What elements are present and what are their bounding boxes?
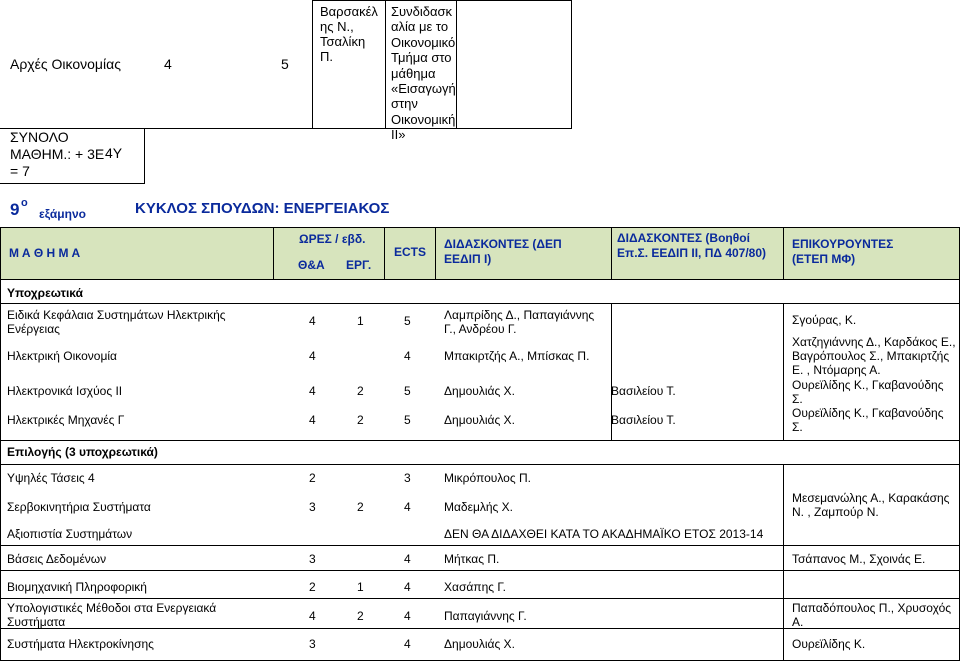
th-hours: 4 — [309, 413, 316, 427]
semester-label: εξάμηνο — [39, 207, 86, 221]
teachers: Λαμπρίδης Δ., Παπαγιάννης Γ., Ανδρέου Γ. — [444, 308, 595, 336]
teachers: Μήτκας Π. — [444, 552, 500, 566]
th-hours: 3 — [309, 500, 316, 514]
th-hours: 4 — [309, 314, 316, 328]
semester-suffix: ο — [21, 197, 28, 209]
support: Παπαδόπουλος Π., Χρυσοχός Α. — [792, 601, 952, 629]
header-ects: ECTS — [394, 245, 427, 259]
th-hours: 2 — [309, 580, 316, 594]
support: Σγούρας, Κ. — [792, 313, 857, 327]
header-assistants: ΔΙΔΑΣΚΟΝΤΕΣ (Βοηθοί Επ.Σ. ΕΕΔΙΠ ΙΙ, ΠΔ 407/80) — [617, 231, 767, 260]
support: Χατζηγιάννης Δ., Καρδάκος Ε., Βαγρόπουλος Σ., Μπακιρτζής Ε. , Ντόμαρης Α. — [792, 335, 956, 377]
total-value: 4Y — [105, 145, 123, 161]
lab-hours: 2 — [357, 413, 364, 427]
top-note: Συνδιδασκ αλία με το Οικονομικό Τμήμα στο μάθημα «Εισαγωγή στην Οικονομική ΙΙ» — [391, 4, 456, 143]
th-hours: 4 — [309, 384, 316, 398]
course-name: Ηλεκτρική Οικονομία — [7, 349, 117, 363]
header-hours: ΩΡΕΣ / εβδ. — [299, 232, 366, 246]
teachers: Δημουλιάς Χ. — [444, 384, 515, 398]
header-course: Μ Α Θ Η Μ Α — [9, 246, 81, 260]
teachers: Χασάπης Γ. — [444, 580, 506, 594]
ects: 5 — [404, 384, 411, 398]
top-teacher: Βαρσακέλ ης Ν., Τσαλίκη Π. — [320, 4, 378, 64]
teachers: Δημουλιάς Χ. — [444, 413, 515, 427]
top-hours: 4 — [164, 56, 172, 72]
course-name: Βάσεις Δεδομένων — [7, 552, 107, 566]
course-name: Υψηλές Τάσεις 4 — [7, 471, 95, 485]
th-hours: 4 — [309, 609, 316, 623]
course-name: Βιομηχανική Πληροφορική — [7, 580, 147, 594]
top-course: Αρχές Οικονομίας — [10, 56, 121, 72]
support: Ουρεϊλίδης Κ. — [792, 637, 866, 651]
ects: 4 — [404, 500, 411, 514]
teachers: Μπακιρτζής Α., Μπίσκας Π. — [444, 349, 590, 363]
ects: 4 — [404, 609, 411, 623]
assistants: Βασιλείου Τ. — [611, 413, 676, 427]
lab-hours: 1 — [357, 314, 364, 328]
assistants: Βασιλείου Τ. — [611, 384, 676, 398]
course-name: Σερβοκινητήρια Συστήματα — [7, 500, 151, 514]
th-hours: 2 — [309, 471, 316, 485]
ects: 3 — [404, 471, 411, 485]
course-name: Ειδικά Κεφάλαια Συστημάτων Ηλεκτρικής Ενέργειας — [7, 308, 226, 336]
support: Ουρεϊλίδης Κ., Γκαβανούδης Σ. — [792, 406, 944, 434]
header-th: Θ&Α — [298, 258, 325, 272]
course-name: Ηλεκτρικές Μηχανές Γ — [7, 413, 125, 427]
lab-hours: 2 — [357, 609, 364, 623]
teachers: Παπαγιάννης Γ. — [444, 609, 527, 623]
teachers: Δημουλιάς Χ. — [444, 637, 515, 651]
th-hours: 3 — [309, 552, 316, 566]
ects: 5 — [404, 413, 411, 427]
th-hours: 4 — [309, 349, 316, 363]
th-hours: 3 — [309, 637, 316, 651]
teachers: Μαδεμλής Χ. — [444, 500, 514, 514]
study-cycle: ΚΥΚΛΟΣ ΣΠΟΥΔΩΝ: ΕΝΕΡΓΕΙΑΚΟΣ — [135, 200, 390, 217]
ects: 4 — [404, 349, 411, 363]
support: Μεσεμανώλης Α., Καρακάσης Ν. , Ζαμπούρ Ν. — [792, 491, 950, 519]
not-taught-notice: ΔΕΝ ΘΑ ΔΙΔΑΧΘΕΙ ΚΑΤΑ ΤΟ ΑΚΑΔΗΜΑΪΚΟ ΕΤΟΣ 2013-14 — [444, 527, 764, 541]
course-name: Συστήματα Ηλεκτροκίνησης — [7, 637, 154, 651]
mandatory-title: Υποχρεωτικά — [7, 286, 83, 300]
header-support: ΕΠΙΚΟΥΡΟΥΝΤΕΣ (ΕΤΕΠ ΜΦ) — [792, 237, 894, 266]
ects: 4 — [404, 637, 411, 651]
course-name: Υπολογιστικές Μέθοδοι στα Ενεργειακά Συστήματα — [7, 601, 217, 629]
support: Τσάπανος Μ., Σχοινάς Ε. — [792, 552, 926, 566]
total-label: ΣΥΝΟΛΟ ΜΑΘΗΜ.: + 3Ε = 7 — [10, 129, 105, 179]
lab-hours: 2 — [357, 500, 364, 514]
support: Ουρεϊλίδης Κ., Γκαβανούδης Σ. — [792, 378, 944, 406]
elective-title: Επιλογής (3 υποχρεωτικά) — [7, 445, 158, 459]
header-teachers: ΔΙΔΑΣΚΟΝΤΕΣ (ΔΕΠ ΕΕΔΙΠ Ι) — [444, 237, 562, 266]
course-name: Ηλεκτρονικά Ισχύος ΙΙ — [7, 384, 123, 398]
ects: 4 — [404, 580, 411, 594]
top-ects: 5 — [281, 56, 289, 72]
ects: 5 — [404, 314, 411, 328]
course-name: Αξιοπιστία Συστημάτων — [7, 527, 133, 541]
semester-number: 9 — [10, 200, 20, 219]
ects: 4 — [404, 552, 411, 566]
lab-hours: 2 — [357, 384, 364, 398]
lab-hours: 1 — [357, 580, 364, 594]
teachers: Μικρόπουλος Π. — [444, 471, 531, 485]
header-lab: ΕΡΓ. — [346, 258, 372, 272]
